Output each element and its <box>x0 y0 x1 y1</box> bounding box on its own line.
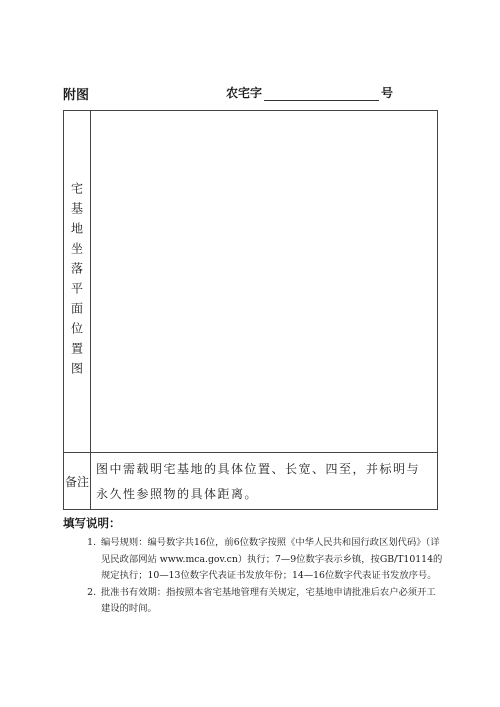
note-row <box>64 453 438 510</box>
permit-suffix: 号 <box>381 86 394 100</box>
site-plan-table <box>63 110 438 510</box>
attachment-label: 附图 <box>63 88 90 103</box>
note-label: 备注 <box>64 453 91 510</box>
plan-label: 宅基地坐落平面位置图 <box>69 181 84 382</box>
plan-label-cell <box>64 111 91 453</box>
instructions <box>63 515 443 618</box>
permit-prefix: 农宅字 <box>226 86 263 100</box>
note-text: 图中需载明宅基地的具体位置、长宽、四至，并标明与永久性参照物的具体距离。 <box>91 453 438 510</box>
instruction-item: 1. 编号规则：编号数字共16位，前6位数字按照《中华人民共和国行政区划代码》（详见民政部网站 www.mca.gov.cn）执行；7—9位数字表示乡镇，按GB/T10114的规定执行；10—13位数字代表证书发放年份；14—16位数字代表证书发放序号。 <box>99 535 443 585</box>
permit-number-line <box>226 84 393 101</box>
plan-drawing-area[interactable] <box>91 111 438 453</box>
instructions-title: 填写说明： <box>63 516 121 530</box>
plan-row <box>64 111 438 453</box>
page-header <box>63 82 438 104</box>
instruction-item: 2. 批准书有效期：指按照本省宅基地管理有关规定，宅基地申请批准后农户必须开工建设的时间。 <box>99 585 443 618</box>
instructions-list <box>63 535 443 618</box>
permit-number-field[interactable] <box>264 86 379 101</box>
